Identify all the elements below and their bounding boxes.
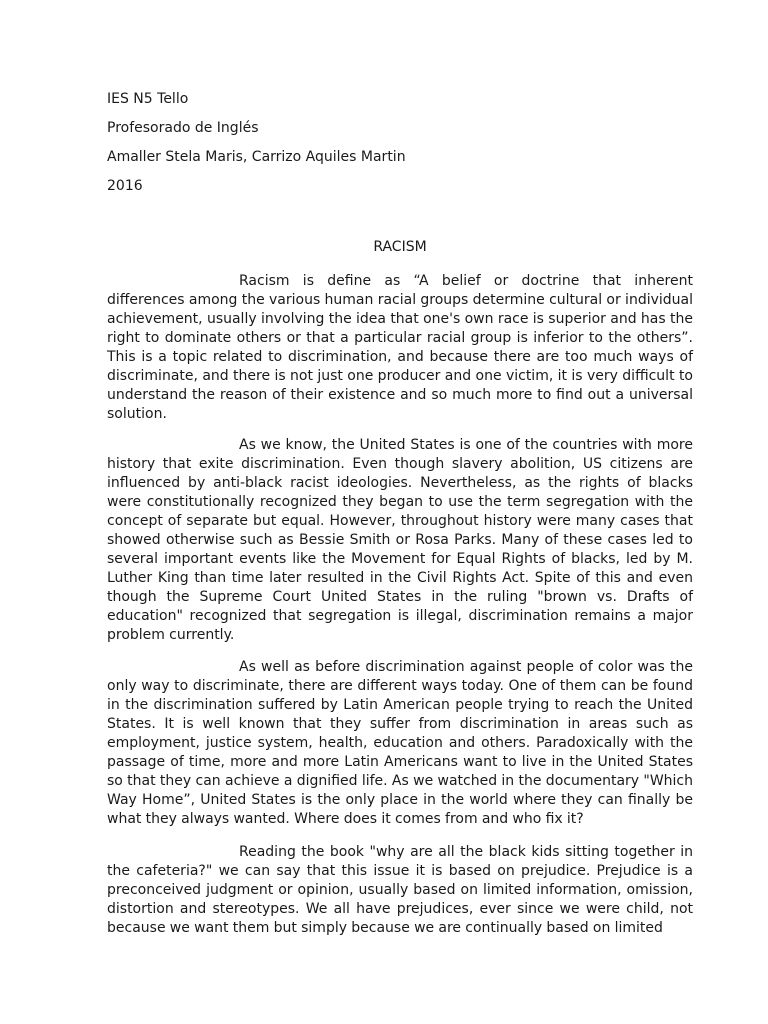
program-name: Profesorado de Inglés <box>107 120 259 136</box>
paragraph-definition: Racism is define as “A belief or doctrine that inherent differences among the various human racial groups determine cultural or individual achievement, usually involving the idea that one's own race is superior and has the right to dominate others or that a particular racial group is inferior to the others”. This is a topic related to discrimination, and because there are too much ways of discriminate, and there is not just one producer and one victim, it is very difficult to understand the reason of their existence and so much more to find out a universal solution. <box>107 273 693 422</box>
paragraph-united-states-history: As we know, the United States is one of the countries with more history that exite discrimination. Even though slavery abolition, US citizens are influenced by anti-black racist ideologies. Nevertheless, as the rights of blacks were constitutionally recognized they began to use the term segregation with the concept of separate but equal. However, throughout history were many cases that showed otherwise such as Bessie Smith or Rosa Parks. Many of these cases led to several important events like the Movement for Equal Rights of blacks, led by M. Luther King than time later resulted in the Civil Rights Act. Spite of this and even though the Supreme Court United States in the ruling "brown vs. Drafts of education" recognized that segregation is illegal, discrimination remains a major problem currently. <box>107 437 693 643</box>
paragraph-latin-american-discrimination: As well as before discrimination against people of color was the only way to discriminate, there are different ways today. One of them can be found in the discrimination suffered by Latin American people trying to reach the United States. It is well known that they suffer from discrimination in areas such as employment, justice system, health, education and others. Paradoxically with the passage of time, more and more Latin Americans want to live in the United States so that they can achieve a dignified life. As we watched in the documentary "Which Way Home”, United States is the only place in the world where they can finally be what they always wanted. Where does it comes from and who fix it? <box>107 659 693 827</box>
paragraph-prejudice: Reading the book "why are all the black kids sitting together in the cafeteria?" we can say that this issue it is based on prejudice. Prejudice is a preconceived judgment or opinion, usually based on limited information, omission, distortion and stereotypes. We all have prejudices, ever since we were child, not because we want them but simply because we are continually based on limited <box>107 844 693 936</box>
author-names: Amaller Stela Maris, Carrizo Aquiles Martin <box>107 149 406 165</box>
document-title: RACISM <box>373 239 427 255</box>
institution-name: IES N5 Tello <box>107 91 189 107</box>
document-year: 2016 <box>107 178 143 194</box>
